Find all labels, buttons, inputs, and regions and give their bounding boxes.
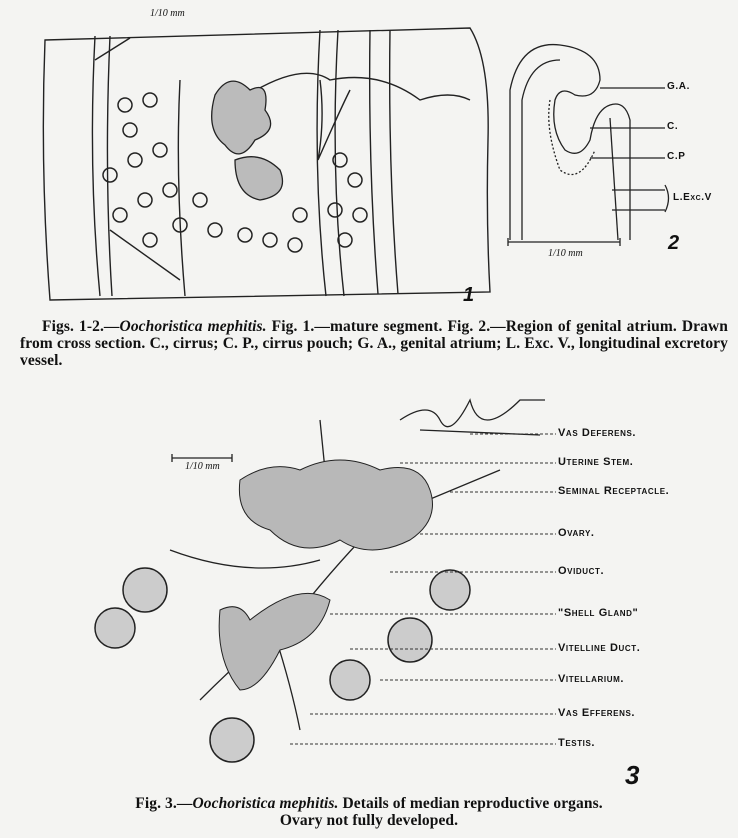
figure-2-scale: 1/10 mm (548, 248, 583, 259)
testis (123, 568, 167, 612)
testis (143, 93, 157, 107)
testis (348, 173, 362, 187)
label-cp: C.P (667, 151, 686, 162)
figure-1-scale: 1/10 mm (150, 8, 185, 19)
species-name: Oochoristica mephitis. (192, 795, 339, 812)
figure-3-label: Vitelline Duct. (558, 642, 641, 654)
testis (118, 98, 132, 112)
species-name: Oochoristica mephitis. (119, 318, 267, 335)
figure-3-label: Vas Efferens. (558, 707, 636, 719)
caption-fig-3: Fig. 3.—Oochoristica mephitis. Details of median reproductive organs. Ovary not fully developed. (135, 795, 603, 829)
vitellarium (219, 593, 330, 690)
testis (238, 228, 252, 242)
figure-2-drawing (508, 45, 669, 246)
figure-2-number: 2 (668, 232, 680, 254)
testis (293, 208, 307, 222)
figure-3-label: Oviduct. (558, 565, 605, 577)
testis (113, 208, 127, 222)
testis (263, 233, 277, 247)
testes (95, 568, 470, 762)
figure-3-label: Vitellarium. (558, 673, 625, 685)
figure-3-label: Vas Deferens. (558, 427, 637, 439)
testis (95, 608, 135, 648)
testis (208, 223, 222, 237)
label-c: C. (667, 121, 679, 132)
testis (143, 233, 157, 247)
label-lexcv: L.Exc.V (673, 192, 712, 203)
figure-3-number: 3 (625, 760, 640, 790)
testis (163, 183, 177, 197)
testis (123, 123, 137, 137)
testis (338, 233, 352, 247)
figure-3-scale: 1/10 mm (185, 461, 220, 472)
label-ga: G.A. (667, 81, 690, 92)
testis (153, 143, 167, 157)
figure-1-number: 1 (463, 284, 475, 306)
testis (103, 168, 117, 182)
figure-3-label: Ovary. (558, 527, 595, 539)
testis (330, 660, 370, 700)
testis (388, 618, 432, 662)
testis (430, 570, 470, 610)
testis (138, 193, 152, 207)
ovary-lobes (212, 81, 283, 200)
testis (128, 153, 142, 167)
testis (328, 203, 342, 217)
testis (288, 238, 302, 252)
testis (210, 718, 254, 762)
figure-3-label: Testis. (558, 737, 596, 749)
ovary (239, 460, 432, 550)
figure-3-label: Seminal Receptacle. (558, 485, 670, 497)
figure-3-label: "Shell Gland" (558, 607, 639, 619)
testis (193, 193, 207, 207)
caption-figs-1-2: Figs. 1-2.—Oochoristica mephitis. Fig. 1.—mature segment. Fig. 2.—Region of genital atrium. Drawn from cross section. C., cirrus; C. P., cirrus pouch; G. A., genital atrium; L. Exc. V., longitudinal excretory vessel. (20, 318, 728, 369)
testis (353, 208, 367, 222)
figure-3-label: Uterine Stem. (558, 456, 634, 468)
